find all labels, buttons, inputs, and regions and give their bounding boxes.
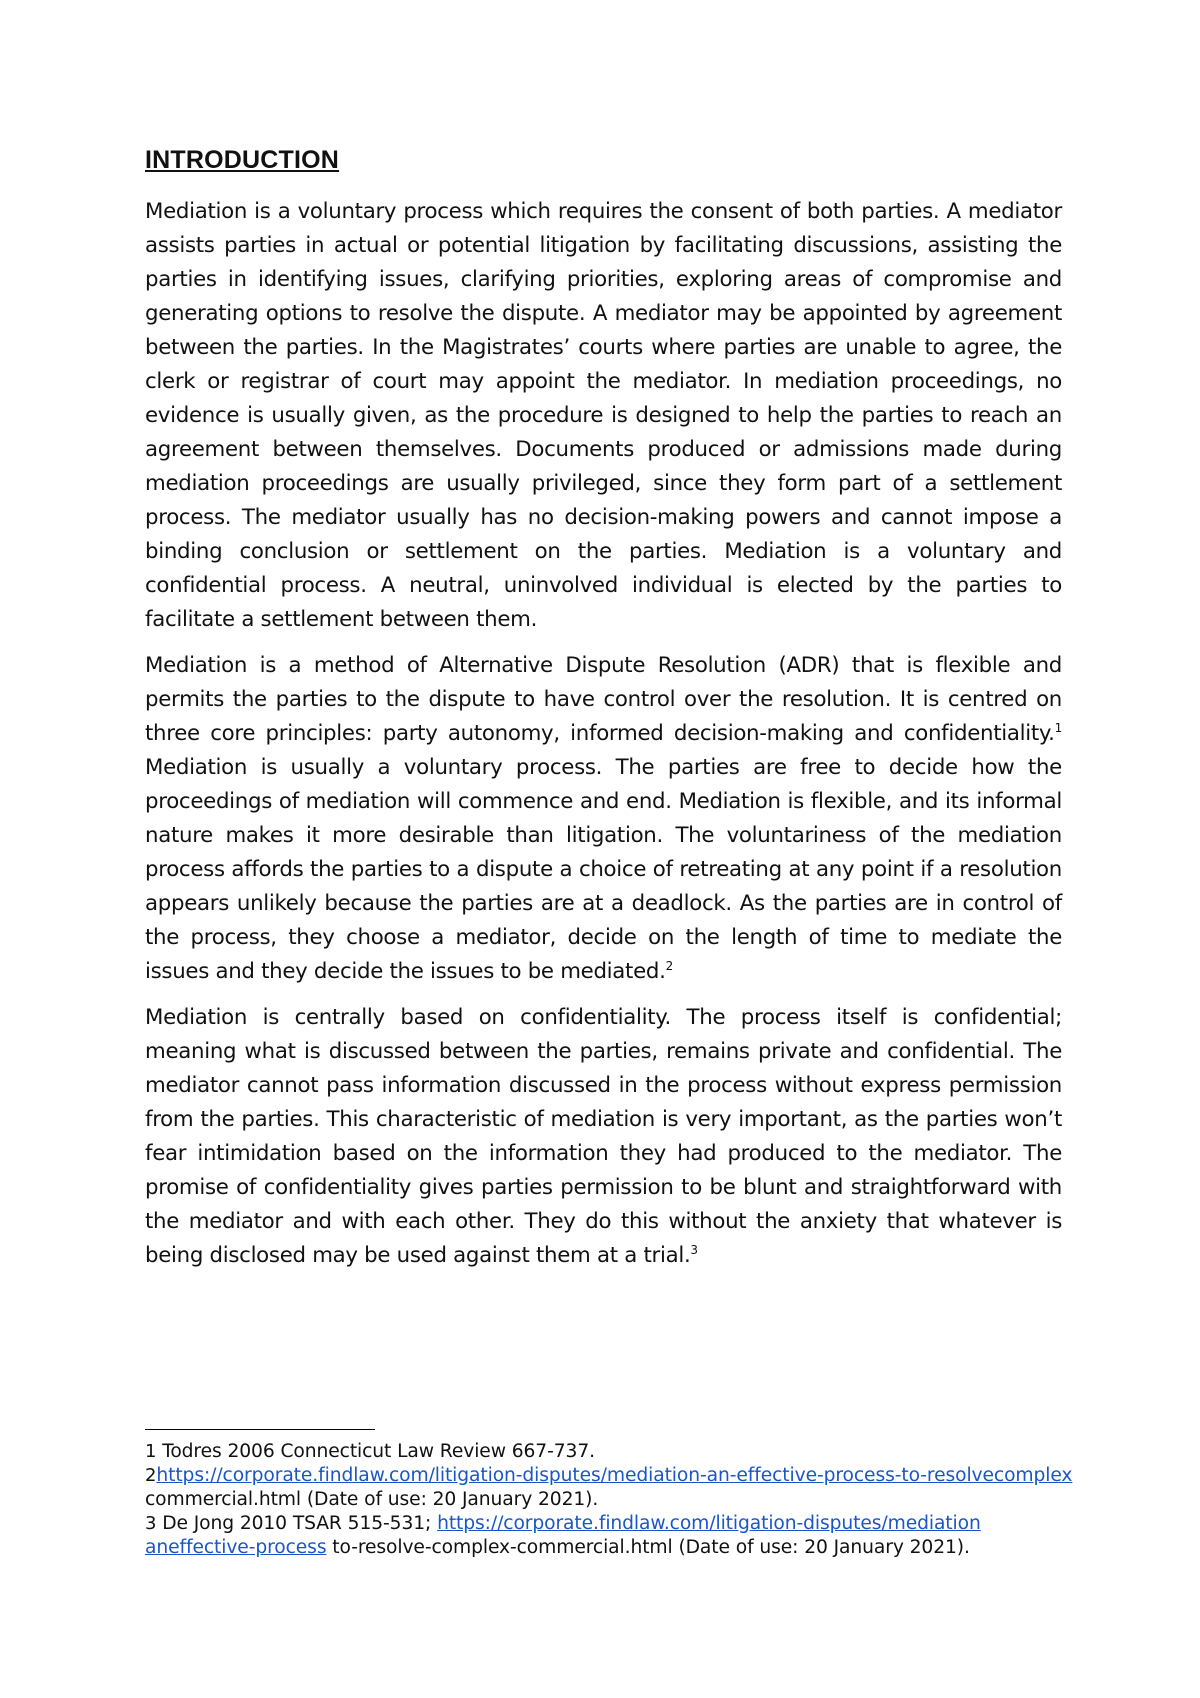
- footnote-ref-3[interactable]: 3: [690, 1242, 698, 1257]
- paragraph-3: [145, 1001, 1062, 1273]
- footnote-ref-1[interactable]: 1: [1054, 720, 1062, 735]
- footnote-number: 1: [145, 1441, 157, 1462]
- footnote-text: commercial.html (Date of use: 20 January 2021).: [145, 1489, 599, 1510]
- footnote-ref-2[interactable]: 2: [665, 958, 673, 973]
- footnote-1: [145, 1440, 1075, 1464]
- footnote-prefix: De Jong 2010 TSAR 515-531;: [156, 1513, 438, 1534]
- footnote-number: 3: [145, 1513, 157, 1534]
- paragraph-1-text: Mediation is a voluntary process which requires the consent of both parties. A mediator assists parties in actual or potential litigation by facilitating discussions, assisting the parties in identifying issues, clarifying priorities, exploring areas of compromise and generating options to resolve the dispute. A mediator may be appointed by agreement between the parties. In the Magistrates’ courts where parties are unable to agree, the clerk or registrar of court may appoint the mediator. In mediation proceedings, no evidence is usually given, as the procedure is designed to help the parties to reach an agreement between themselves. Documents produced or admissions made during mediation proceedings are usually privileged, since they form part of a settlement process. The mediator usually has no decision-making powers and cannot impose a binding conclusion or settlement on the parties. Mediation is a voluntary and confidential process. A neutral, uninvolved individual is elected by the parties to facilitate a settlement between them.: [145, 199, 1062, 632]
- paragraph-2-text-a: Mediation is a method of Alternative Dispute Resolution (ADR) that is flexible and permits the parties to the dispute to have control over the resolution. It is centred on three core principles: party autonomy, informed decision-making and confidentiality.: [145, 653, 1062, 746]
- paragraph-1: [145, 195, 1062, 637]
- footnotes: [145, 1440, 1075, 1560]
- footnote-link[interactable]: https://corporate.findlaw.com/litigation-disputes/mediation-an-effective-process-to-resolvecomplex: [156, 1465, 1073, 1486]
- footnote-text: to-resolve-complex-commercial.html (Date of use: 20 January 2021).: [326, 1537, 970, 1558]
- footnote-text: Todres 2006 Connecticut Law Review 667-737.: [156, 1441, 595, 1462]
- main-content: [145, 146, 1062, 1285]
- paragraph-3-text: Mediation is centrally based on confidentiality. The process itself is confidential; meaning what is discussed between the parties, remains private and confidential. The mediator cannot pass information discussed in the process without express permission from the parties. This characteristic of mediation is very important, as the parties won’t fear intimidation based on the information they had produced to the mediator. The promise of confidentiality gives parties permission to be blunt and straightforward with the mediator and with each other. They do this without the anxiety that whatever is being disclosed may be used against them at a trial.: [145, 1005, 1062, 1268]
- paragraph-2-text-b: Mediation is usually a voluntary process. The parties are free to decide how the proceedings of mediation will commence and end. Mediation is flexible, and its informal nature makes it more desirable than litigation. The voluntariness of the mediation process affords the parties to a dispute a choice of retreating at any point if a resolution appears unlikely because the parties are at a deadlock. As the parties are in control of the process, they choose a mediator, decide on the length of time to mediate the issues and they decide the issues to be mediated.: [145, 755, 1062, 984]
- footnote-3: [145, 1512, 1075, 1560]
- footnote-number: 2: [145, 1465, 157, 1486]
- footnote-2: [145, 1464, 1075, 1512]
- footnote-link[interactable]: https://corporate.findlaw.com/litigation-disputes/mediation aneffective-process: [145, 1513, 981, 1558]
- footnote-divider: [145, 1429, 375, 1430]
- page-title: INTRODUCTION: [145, 146, 340, 174]
- paragraph-2: [145, 649, 1062, 989]
